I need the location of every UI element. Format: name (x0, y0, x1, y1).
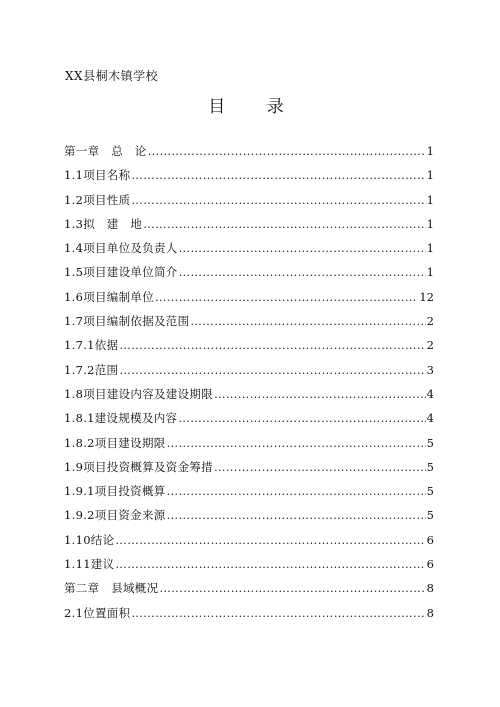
school-name: XX县桐木镇学校 (65, 69, 159, 83)
toc-entry[interactable] (64, 435, 434, 459)
dot-leader (131, 168, 425, 182)
toc-entry[interactable] (64, 386, 434, 410)
toc-entry-label: 1.8.1建设规模及内容 (64, 411, 178, 426)
toc-entry[interactable] (64, 580, 434, 604)
toc-entry-label: 1.11建议 (64, 557, 115, 572)
table-of-contents (64, 143, 434, 629)
toc-entry-label: 第二章 县域概况 (64, 581, 159, 596)
toc-entry-label: 1.7.1依据 (64, 338, 119, 353)
toc-entry-label: 第一章 总 论 (64, 144, 147, 158)
toc-entry[interactable] (64, 605, 434, 629)
toc-entry[interactable] (64, 313, 434, 337)
toc-entry[interactable] (64, 192, 434, 216)
toc-entry-label: 1.7.2范围 (64, 362, 119, 377)
toc-entry-label: 1.2项目性质 (64, 192, 131, 207)
toc-entry-page: 1 (426, 216, 434, 231)
dot-leader (119, 363, 425, 377)
dot-leader (179, 241, 426, 255)
toc-entry-page: 5 (426, 459, 434, 474)
toc-entry-page: 5 (426, 435, 434, 450)
toc-entry-page: 8 (426, 605, 434, 620)
toc-entry[interactable] (64, 337, 434, 361)
toc-entry-label: 1.3拟 建 地 (64, 216, 143, 231)
toc-entry[interactable] (64, 362, 434, 386)
toc-entry-page: 2 (426, 338, 434, 353)
dot-leader (214, 460, 426, 474)
toc-entry-label: 1.8.2项目建设期限 (64, 435, 166, 450)
toc-entry-page: 2 (426, 314, 434, 329)
toc-entry[interactable] (64, 507, 434, 531)
toc-entry[interactable] (64, 556, 434, 580)
dot-leader (167, 436, 426, 450)
toc-entry-label: 1.7项目编制依据及范围 (64, 314, 190, 329)
toc-entry-page: 8 (426, 581, 434, 596)
toc-entry[interactable] (64, 410, 434, 434)
dot-leader (131, 606, 425, 620)
dot-leader (115, 533, 425, 547)
toc-entry-page: 6 (426, 532, 434, 547)
dot-leader (131, 193, 425, 207)
toc-entry[interactable] (64, 143, 434, 167)
dot-leader (115, 557, 425, 571)
toc-entry-label: 1.8项目建设内容及建设期限 (64, 386, 213, 401)
toc-entry[interactable] (64, 264, 434, 288)
toc-entry[interactable] (64, 532, 434, 556)
toc-entry-page: 1 (426, 265, 434, 280)
toc-entry-label: 1.1项目名称 (64, 168, 131, 183)
toc-entry-label: 1.10结论 (64, 532, 115, 547)
toc-entry-label: 1.6项目编制单位 (64, 289, 154, 304)
toc-entry[interactable] (64, 289, 434, 313)
toc-entry[interactable] (64, 240, 434, 264)
toc-entry-page: 1 (426, 241, 434, 256)
toc-entry-page: 5 (426, 508, 434, 523)
dot-leader (167, 508, 426, 522)
toc-entry[interactable] (64, 459, 434, 483)
toc-entry-page: 1 (426, 192, 434, 207)
toc-entry-label: 1.4项目单位及负责人 (64, 241, 178, 256)
toc-entry[interactable] (64, 167, 434, 191)
toc-entry-page: 6 (426, 557, 434, 572)
dot-leader (155, 290, 418, 304)
toc-entry-label: 2.1位置面积 (64, 605, 131, 620)
toc-entry-page: 3 (426, 362, 434, 377)
dot-leader (214, 387, 426, 401)
dot-leader (119, 338, 425, 352)
toc-entry-label: 1.5项目建设单位简介 (64, 265, 178, 280)
toc-entry-label: 1.9项目投资概算及资金筹措 (64, 459, 213, 474)
toc-entry-page: 1 (426, 168, 434, 183)
toc-entry[interactable] (64, 216, 434, 240)
dot-leader (159, 581, 425, 595)
dot-leader (190, 314, 425, 328)
dot-leader (167, 484, 426, 498)
toc-entry-page: 12 (419, 289, 434, 304)
toc-entry-page: 1 (426, 144, 434, 158)
toc-entry-page: 4 (426, 411, 434, 426)
dot-leader (179, 265, 426, 279)
toc-entry-page: 4 (426, 386, 434, 401)
dot-leader (143, 217, 425, 231)
dot-leader (148, 144, 426, 158)
toc-entry-label: 1.9.1项目投资概算 (64, 484, 166, 499)
toc-entry-label: 1.9.2项目资金来源 (64, 508, 166, 523)
toc-entry-page: 5 (426, 484, 434, 499)
toc-title: 目 录 (208, 97, 302, 117)
toc-entry[interactable] (64, 483, 434, 507)
dot-leader (178, 411, 425, 425)
